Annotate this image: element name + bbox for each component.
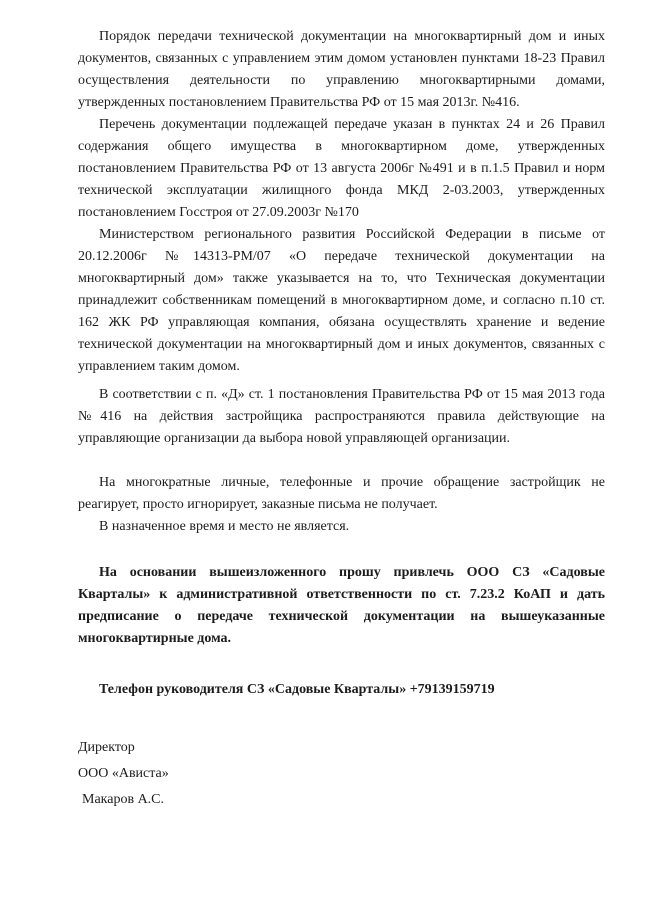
signature-name: Макаров А.С. xyxy=(82,792,165,807)
paragraph-documentation-list: Перечень документации подлежащей передаче указан в пунктах 24 и 26 Правил содержания общего имущества в многоквартирном доме, утвержденных постановлением Правительства РФ от 13 августа 2006г №491 и в п.1.5 Правил и норм технической эксплуатации жилищного фонда МКД 2-03.2003, утвержденных постановлением Госстроя от 27.09.2003г №170 xyxy=(78,117,605,220)
paragraph-ministry-letter: Министерством регионального развития Российской Федерации в письме от 20.12.2006г №14313-РМ/07 «О передаче технической документации на многоквартирный дом» также указывается на то, что Техническая документации принадлежит собственникам помещений в многоквартирном доме, и согласно п.10 ст. 162 ЖК РФ управляющая компания, обязана осуществлять хранение и ведение технической документации на многоквартирный дом и иных документов, связанных с управлением таким домом. xyxy=(78,227,605,374)
paragraph-request: На основании вышеизложенного прошу привлечь ООО СЗ «Садовые Кварталы» к административной ответственности по ст. 7.23.2 КоАП и дать предписание о передаче технической документации на вышеуказанные многоквартирные дома. xyxy=(78,565,605,646)
signature-block xyxy=(78,735,605,813)
paragraph-phone: Телефон руководителя СЗ «Садовые Кварталы» +79139159719 xyxy=(99,682,495,697)
signature-company: ООО «Ависта» xyxy=(78,766,169,781)
paragraph-developer-rules: В соответствии с п. «Д» ст. 1 постановления Правительства РФ от 15 мая 2013 года №416 на действия застройщика распространяются правила действующие на управляющие организации да выбора новой управляющей организации. xyxy=(78,387,605,446)
signature-position: Директор xyxy=(78,740,135,755)
paragraph-transfer-procedure: Порядок передачи технической документации на многоквартирный дом и иных документов, связанных с управлением этим домом установлен пунктами 18-23 Правил осуществления деятельности по управлению многоквартирными домами, утвержденных постановлением Правительства РФ от 15 мая 2013г. №416. xyxy=(78,29,605,110)
paragraph-no-show: В назначенное время и место не является. xyxy=(99,519,350,534)
paragraph-no-response: На многократные личные, телефонные и прочие обращение застройщик не реагирует, просто игнорирует, заказные письма не получает. xyxy=(78,475,605,512)
